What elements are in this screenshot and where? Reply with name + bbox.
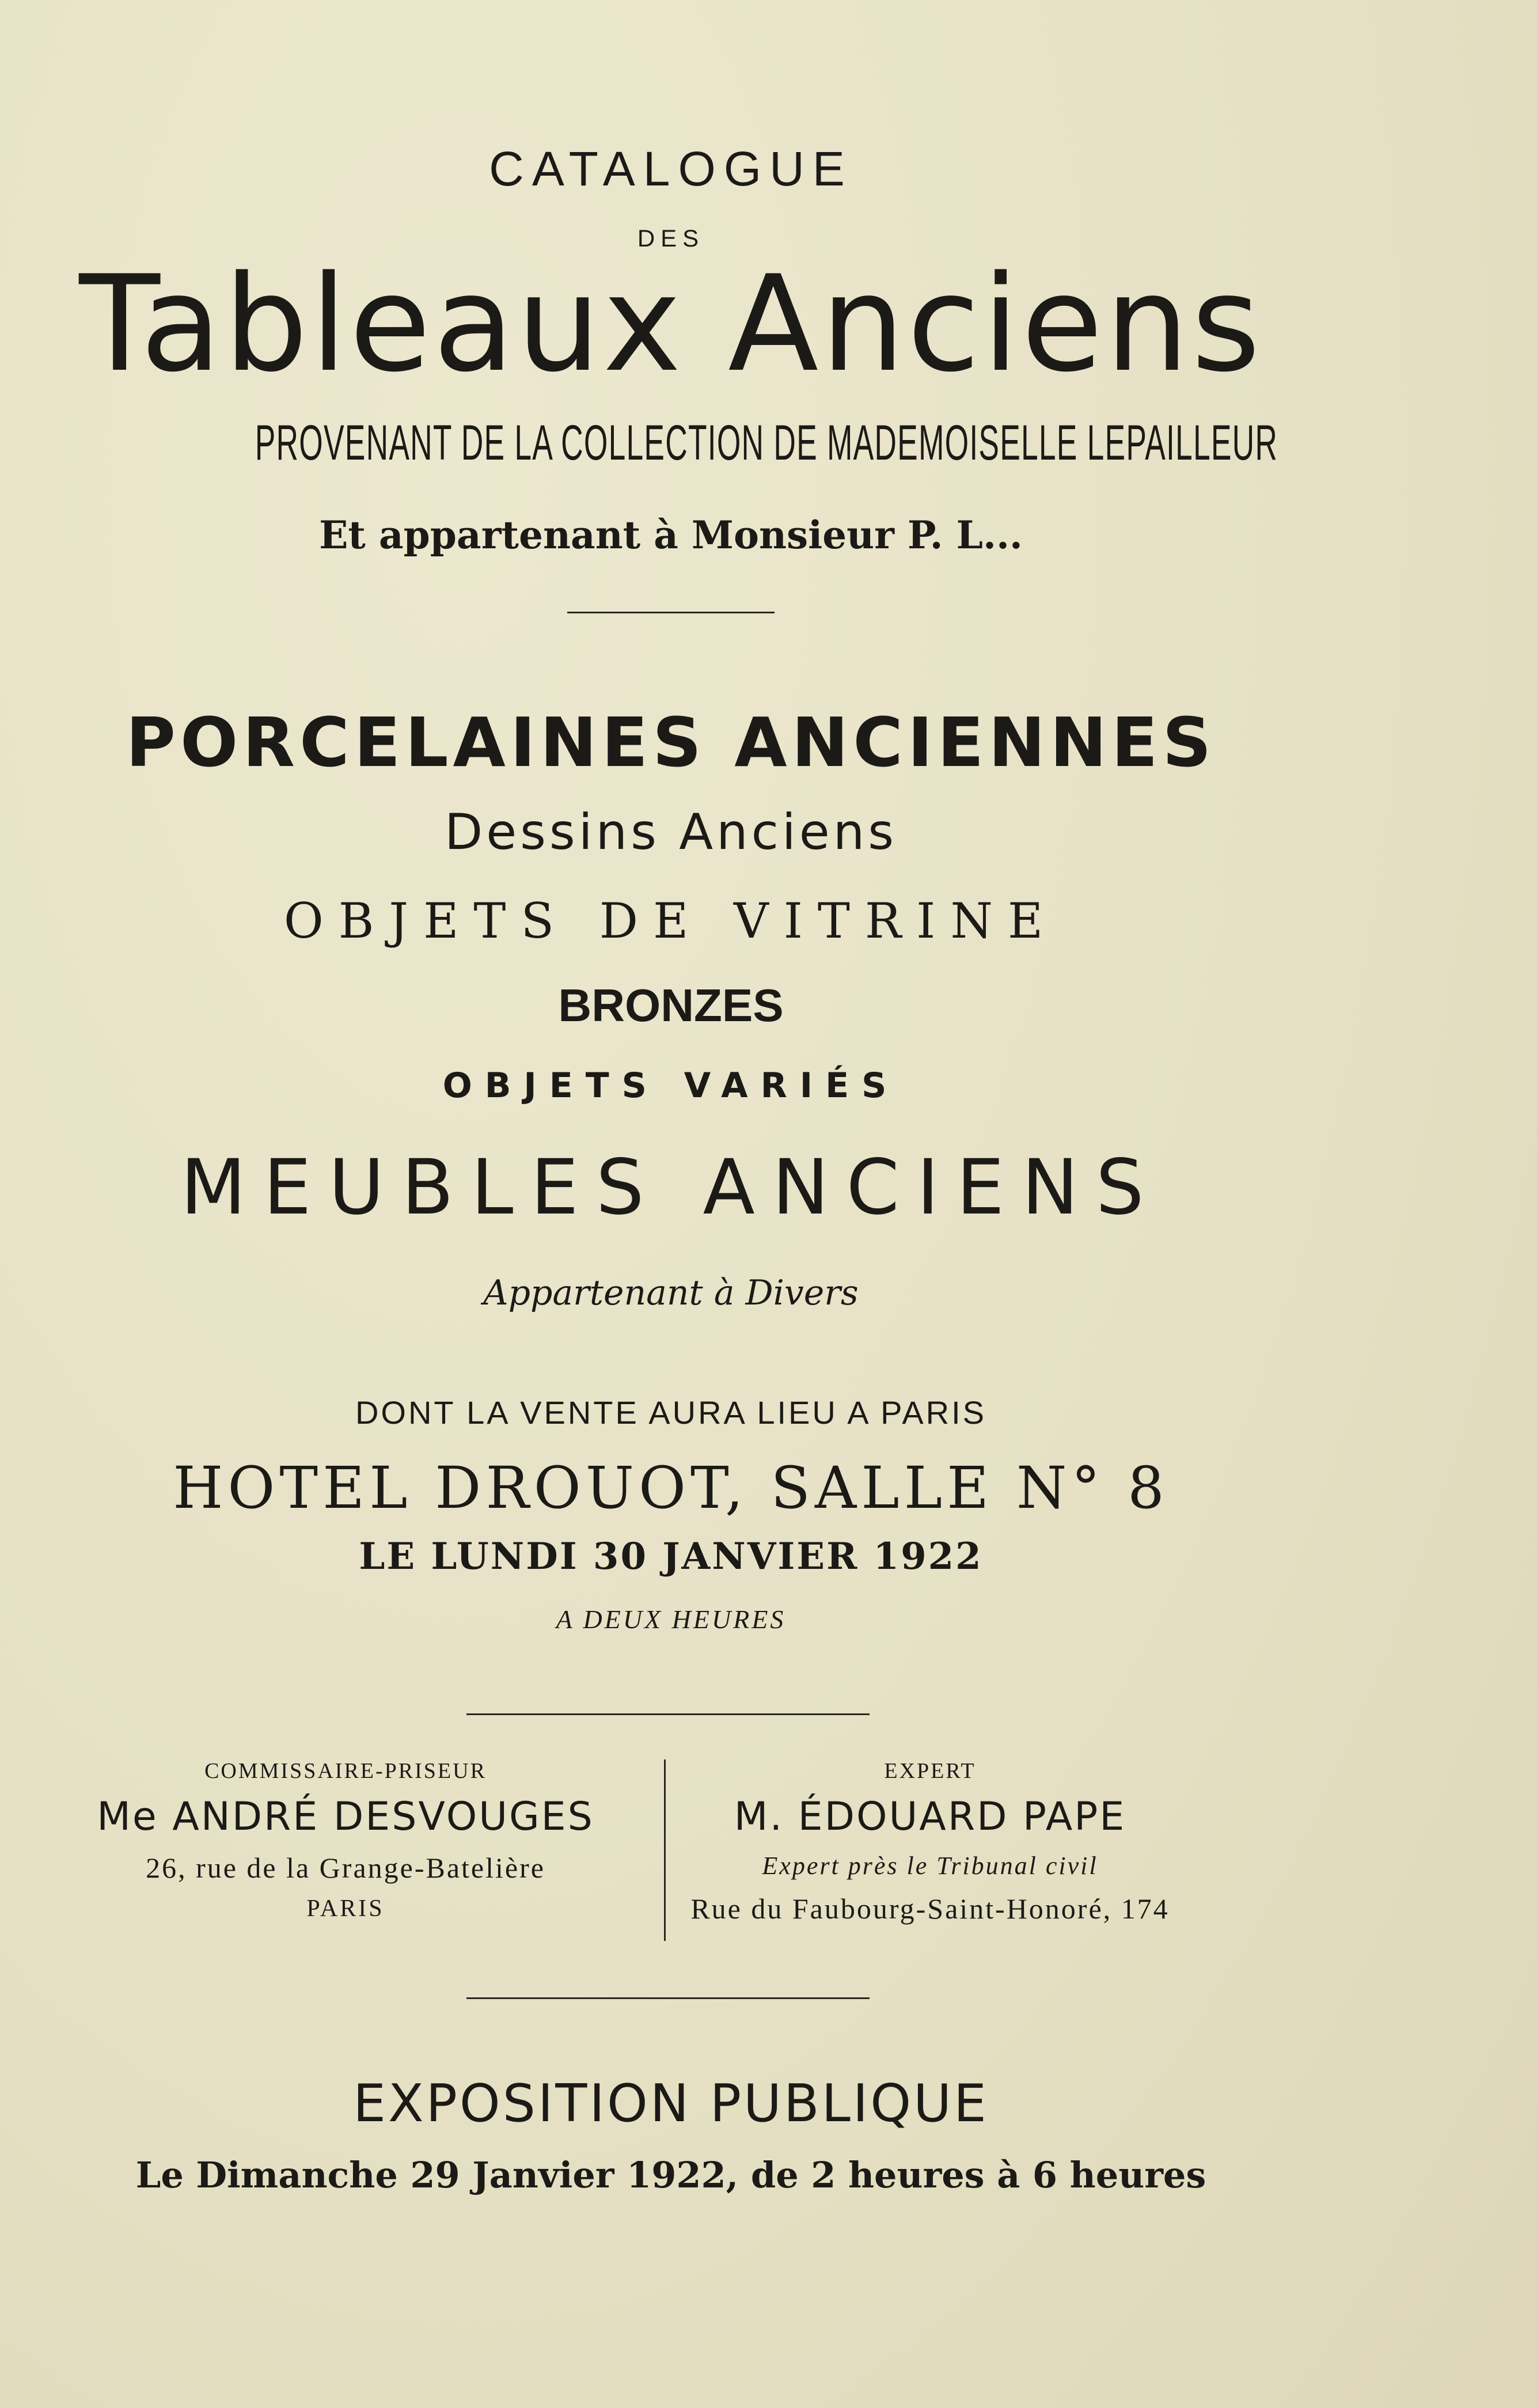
dessins-heading: Dessins Anciens xyxy=(444,803,898,861)
column-divider xyxy=(664,1759,666,1941)
auctioneer-address: 26, rue de la Grange-Batelière xyxy=(146,1852,545,1884)
meubles-heading: MEUBLES ANCIENS xyxy=(180,1143,1162,1232)
vitrine-heading: OBJETS DE VITRINE xyxy=(283,893,1058,949)
porcelaines-heading: PORCELAINES ANCIENNES xyxy=(126,703,1216,782)
divider-rule xyxy=(466,1713,870,1715)
provenance-line: PROVENANT DE LA COLLECTION DE MADEMOISELLE LEPAILLEUR xyxy=(255,415,1278,471)
bronzes-heading: BRONZES xyxy=(558,980,784,1031)
expert-address: Rue du Faubourg-Saint-Honoré, 174 xyxy=(690,1893,1170,1925)
main-title: Tableaux Anciens xyxy=(79,248,1263,401)
expert-title: Expert près le Tribunal civil xyxy=(762,1852,1098,1880)
auctioneer-name: Me ANDRÉ DESVOUGES xyxy=(97,1794,594,1840)
exhibition-heading: EXPOSITION PUBLIQUE xyxy=(353,2073,989,2134)
expert-role: EXPERT xyxy=(884,1759,976,1783)
sale-date: LE LUNDI 30 JANVIER 1922 xyxy=(359,1535,983,1578)
auctioneer-city: PARIS xyxy=(306,1895,385,1922)
divider-rule xyxy=(466,1997,870,1999)
expert-name: M. ÉDOUARD PAPE xyxy=(734,1794,1126,1840)
auctioneer-role: COMMISSAIRE-PRISEUR xyxy=(204,1759,487,1783)
owner-line: Et appartenant à Monsieur P. L... xyxy=(319,513,1023,558)
varies-heading: OBJETS VARIÉS xyxy=(442,1065,900,1106)
divider-rule xyxy=(567,612,775,613)
sale-intro: DONT LA VENTE AURA LIEU A PARIS xyxy=(355,1394,987,1431)
sale-time: A DEUX HEURES xyxy=(556,1605,786,1634)
catalogue-label: CATALOGUE xyxy=(489,142,853,196)
auctioneer-block xyxy=(86,1754,605,1922)
exhibition-details: Le Dimanche 29 Janvier 1922, de 2 heures à 6 heures xyxy=(135,2154,1206,2196)
divers-line: Appartenant à Divers xyxy=(483,1273,859,1313)
expert-block xyxy=(671,1754,1189,1925)
des-label: DES xyxy=(637,225,705,252)
sale-venue: HOTEL DROUOT, SALLE N° 8 xyxy=(173,1454,1169,1522)
